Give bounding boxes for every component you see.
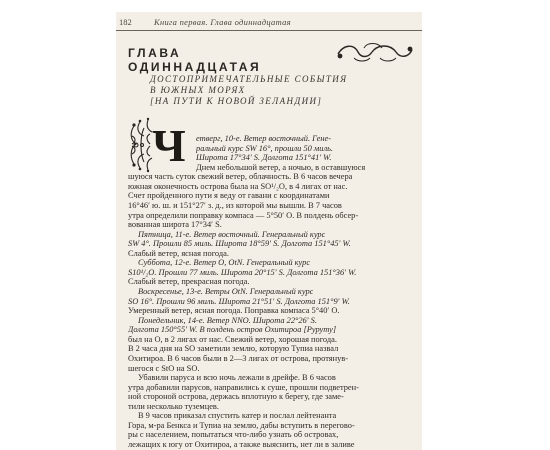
drop-cap-letter: Ч (152, 120, 186, 171)
book-page (116, 12, 422, 450)
text-line: вованная широта 17°34′ S. (128, 220, 222, 230)
text-line: лежащих к югу от Охитироа, а также выяснить, нет ли в заливе (128, 440, 355, 449)
text-line: шегося с StO на SO. (128, 363, 200, 373)
text-line: Воскресенье, 13-е. Ветры OtN. Генеральный курс (138, 287, 314, 296)
text-line: SW 4°. Прошли 85 миль. Широта 18°59′ S. Долгота 151°45′ W. (128, 239, 351, 249)
text-line: утра определили поправку компаса — 5°50′ O. В полдень обсер- (128, 210, 359, 220)
text-line: Умеренный ветер, ясная погода. Поправка компаса 5°40′ O. (128, 306, 340, 316)
text-line: В 9 часов приказал спустить катер и послал лейтенанта (138, 411, 337, 421)
text-line: Суббота, 12-е. Ветер O, OtN. Генеральный курс (138, 258, 311, 268)
text-line: Долгота 150°55′ W. В полдень остров Охитироа [Руруту] (128, 325, 337, 335)
text-line: Охитироа. В 6 часов были в 2—3 лигах от острова, протянув- (128, 353, 349, 363)
subtitle-line: ДОСТОПРИМЕЧАТЕЛЬНЫЕ СОБЫТИЯ (150, 74, 348, 84)
text-line: Широта 17°34′ S. Долгота 151°41′ W. (196, 153, 332, 163)
text-line: ной стороной острова, держась вплотную к берегу, где заме- (128, 392, 344, 402)
subtitle-line: [НА ПУТИ К НОВОЙ ЗЕЛАНДИИ] (150, 96, 323, 106)
chapter-title: ГЛАВА ОДИННАДЦАТАЯ (128, 46, 262, 74)
text-line: Понедельник, 14-е. Ветер NNO. Широта 22°26′ S. (138, 315, 317, 325)
text-line: Гора, м-ра Бенкса и Тупиа на землю, дабы вступить в перегово- (128, 420, 355, 430)
page-number: 182 (119, 17, 132, 27)
body-text (116, 12, 422, 450)
text-line: Днем небольшой ветер, а ночью, в оставшуюся (196, 162, 366, 172)
text-line: етверг, 10-е. Ветер восточный. Гене- (196, 134, 332, 143)
text-line: шуюся часть суток свежий ветер, облачность. В 6 часов вечера (128, 172, 353, 182)
text-line: южная оконечность острова была на SO¹/₂O, в 4 лигах от нас. (128, 181, 348, 191)
text-line: SO 16°. Прошли 96 миль. Широта 21°51′ S. Долгота 151°9′ W. (128, 296, 350, 306)
text-line: Убавили паруса и всю ночь лежали в дрейфе. В 6 часов (138, 373, 336, 383)
text-line: тили несколько туземцев. (128, 401, 219, 411)
running-title: Книга первая. Глава одиннадцатая (154, 17, 291, 27)
text-line: Пятница, 11-е. Ветер восточный. Генеральный курс (138, 229, 326, 239)
text-line: ральный курс SW 16°, прошли 50 миль. (196, 143, 334, 153)
text-line: Счет пройденного пути я веду от гавани с координатами (128, 191, 330, 201)
text-line: ры с населением, попытаться что-либо узнать об островах, (128, 430, 339, 440)
text-line: S10¹/₂O. Прошли 77 миль. Широта 20°15′ S. Долгота 151°36′ W. (128, 267, 357, 277)
text-line: утра добавили парусов, направились к суше, прошли подветрен- (128, 382, 359, 392)
text-line: В 2 часа дня на SO заметили землю, которую Тупиа назвал (128, 344, 339, 354)
text-line: был на O, в 2 лигах от нас. Свежий ветер, хорошая погода. (128, 334, 337, 344)
subtitle-line: В ЮЖНЫХ МОРЯХ (150, 85, 246, 95)
text-line: 16°46′ ю. ш. и 151°27′ з. д., из которой мы вышли. В 7 часов (128, 200, 342, 210)
text-line: Слабый ветер, ясная погода. (128, 248, 229, 258)
text-line: Слабый ветер, прекрасная погода. (128, 277, 250, 287)
